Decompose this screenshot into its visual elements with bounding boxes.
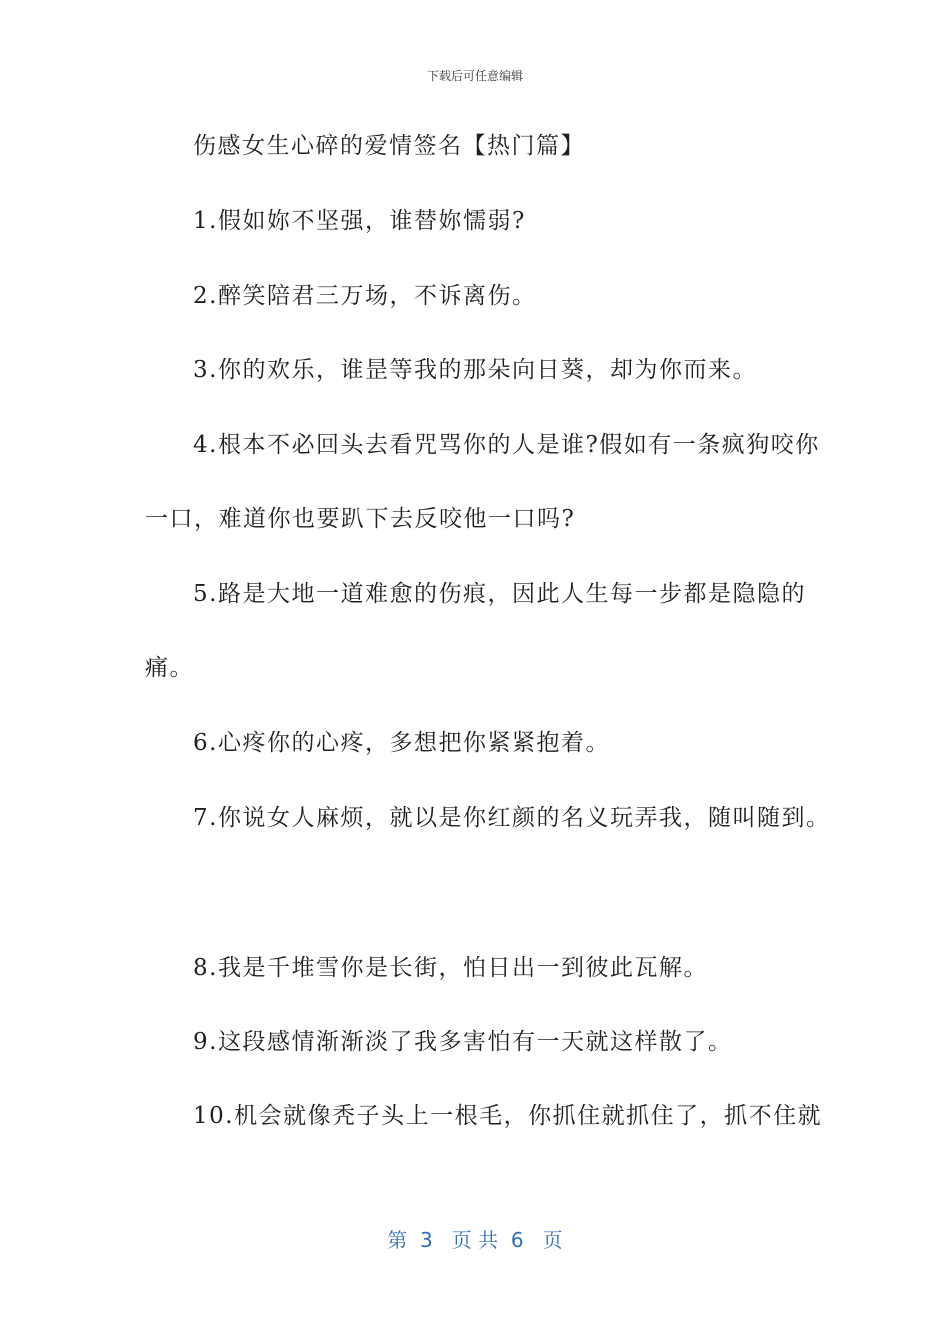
list-item-4-line-1: 4.根本不必回头去看咒骂你的人是谁?假如有一条疯狗咬你	[193, 432, 820, 458]
list-item-5-line-2: 痛。	[145, 655, 194, 681]
list-item-3: 3.你的欢乐，谁昰等我的那朵向日葵，却为你而来。	[193, 357, 757, 383]
page-number-footer: 第 3 页 共 6 页	[387, 1228, 563, 1252]
list-item-2: 2.醉笑陪君三万场，不诉离伤。	[193, 283, 537, 309]
list-item-8: 8.我是千堆雪你是长街，怕日出一到彼此瓦解。	[193, 955, 708, 981]
header-note: 下载后可任意编辑	[426, 69, 523, 83]
list-item-4-line-2: 一口，难道你也要趴下去反咬他一口吗?	[145, 506, 576, 532]
list-item-6: 6.心疼你的心疼，多想把你紧紧抱着。	[193, 730, 610, 756]
list-item-1: 1.假如妳不坚强，谁替妳懦弱?	[193, 208, 526, 234]
list-item-7: 7.你说女人麻烦，就以是你红颜的名义玩弄我，随叫随到。	[193, 805, 831, 831]
article-title: 伤感女生心碎的爱情签名【热门篇】	[193, 133, 585, 159]
list-item-10-line-1: 10.机会就像秃子头上一根毛，你抓住就抓住了，抓不住就	[193, 1103, 823, 1129]
list-item-9: 9.这段感情渐渐淡了我多害怕有一天就这样散了。	[193, 1029, 733, 1055]
list-item-5-line-1: 5.路是大地一道难愈的伤痕，因此人生每一步都是隐隐的	[193, 581, 806, 607]
